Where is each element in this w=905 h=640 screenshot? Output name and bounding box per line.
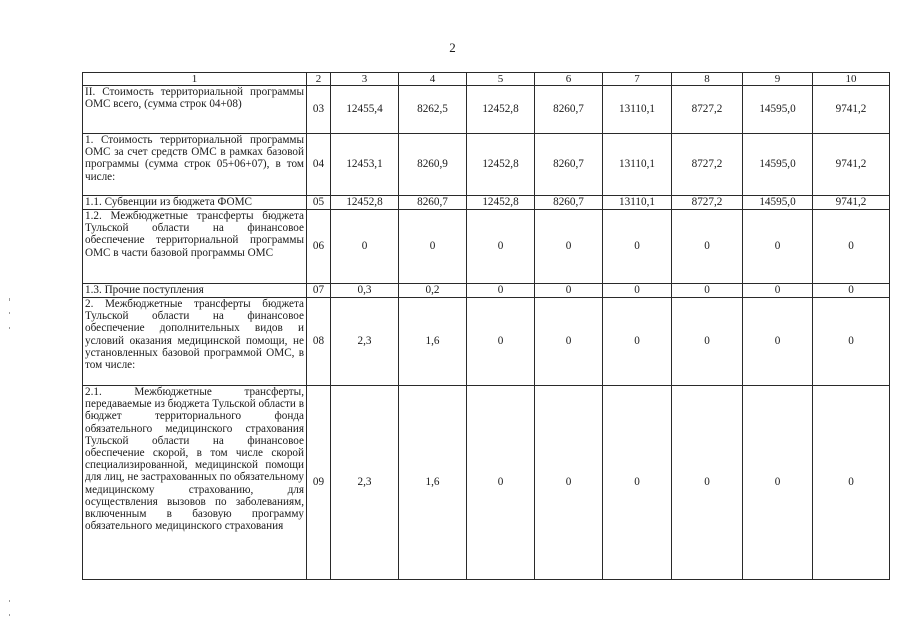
- value-cell: 8260,7: [535, 86, 603, 134]
- value-cell: 0: [535, 210, 603, 284]
- value-cell: 0: [535, 386, 603, 580]
- value-cell: 14595,0: [743, 86, 813, 134]
- value-cell: 0,3: [331, 284, 399, 298]
- value-cell: 8727,2: [672, 196, 743, 210]
- value-cell: 0: [467, 284, 535, 298]
- header-cell: 8: [672, 73, 743, 86]
- header-cell: 3: [331, 73, 399, 86]
- row-description: 2.1. Межбюджетные трансферты, передаваемые из бюджета Тульской области в бюджет территориального фонда обязательного медицинского страхования Тульской области на финансовое обеспечение скорой, в том числе скорой специализированной, медицинской помощи для лиц, не застрахованных по обязательному медицинскому страхованию, для осуществления вызовов по заболеваниям, включенным в базовую программу обязательного медицинского страхования: [83, 386, 307, 580]
- scan-speck: [9, 600, 10, 602]
- value-cell: 0: [603, 386, 672, 580]
- value-cell: 8260,7: [399, 196, 467, 210]
- value-cell: 9741,2: [813, 134, 890, 196]
- header-cell: 4: [399, 73, 467, 86]
- value-cell: 13110,1: [603, 196, 672, 210]
- row-description: 1.3. Прочие поступления: [83, 284, 307, 298]
- row-code: 08: [307, 298, 331, 386]
- row-description: 1.1. Субвенции из бюджета ФОМС: [83, 196, 307, 210]
- value-cell: 14595,0: [743, 196, 813, 210]
- financing-table: [82, 72, 890, 580]
- scan-speck: [9, 327, 10, 329]
- row-description: II. Стоимость территориальной программы ОМС всего, (сумма строк 04+08): [83, 86, 307, 134]
- header-cell: 10: [813, 73, 890, 86]
- value-cell: 8260,7: [535, 134, 603, 196]
- row-code: 03: [307, 86, 331, 134]
- value-cell: 0: [399, 210, 467, 284]
- row-description: 1. Стоимость территориальной программы ОМС за счет средств ОМС в рамках базовой программы (сумма строк 05+06+07), в том числе:: [83, 134, 307, 196]
- value-cell: 1,6: [399, 298, 467, 386]
- header-cell: 2: [307, 73, 331, 86]
- value-cell: 0: [813, 386, 890, 580]
- row-code: 04: [307, 134, 331, 196]
- value-cell: 8260,9: [399, 134, 467, 196]
- table-row: [83, 284, 890, 298]
- row-code: 05: [307, 196, 331, 210]
- row-code: 07: [307, 284, 331, 298]
- value-cell: 13110,1: [603, 86, 672, 134]
- header-cell: 6: [535, 73, 603, 86]
- row-description: 2. Межбюджетные трансферты бюджета Тульской области на финансовое обеспечение дополнительных видов и условий оказания медицинской помощи, не установленных базовой программой ОМС, в том числе:: [83, 298, 307, 386]
- value-cell: 0: [743, 210, 813, 284]
- value-cell: 13110,1: [603, 134, 672, 196]
- value-cell: 12452,8: [467, 196, 535, 210]
- value-cell: 12453,1: [331, 134, 399, 196]
- value-cell: 0: [813, 298, 890, 386]
- table-row: [83, 196, 890, 210]
- value-cell: 12455,4: [331, 86, 399, 134]
- value-cell: 8727,2: [672, 86, 743, 134]
- value-cell: 0: [535, 298, 603, 386]
- value-cell: 0: [467, 386, 535, 580]
- header-cell: 5: [467, 73, 535, 86]
- scan-speck: [9, 298, 10, 301]
- row-code: 09: [307, 386, 331, 580]
- value-cell: 0: [672, 298, 743, 386]
- table-row: [83, 86, 890, 134]
- table-row: [83, 386, 890, 580]
- value-cell: 0: [743, 284, 813, 298]
- value-cell: 0: [672, 386, 743, 580]
- value-cell: 12452,8: [331, 196, 399, 210]
- value-cell: 8727,2: [672, 134, 743, 196]
- header-cell: 7: [603, 73, 672, 86]
- value-cell: 1,6: [399, 386, 467, 580]
- value-cell: 0: [467, 210, 535, 284]
- value-cell: 2,3: [331, 386, 399, 580]
- value-cell: 0,2: [399, 284, 467, 298]
- table-row: [83, 134, 890, 196]
- value-cell: 0: [603, 284, 672, 298]
- value-cell: 14595,0: [743, 134, 813, 196]
- value-cell: 0: [603, 298, 672, 386]
- value-cell: 12452,8: [467, 86, 535, 134]
- header-cell: 1: [83, 73, 307, 86]
- value-cell: 0: [535, 284, 603, 298]
- value-cell: 0: [467, 298, 535, 386]
- scan-speck: [9, 614, 10, 616]
- scan-speck: [9, 312, 10, 314]
- value-cell: 8262,5: [399, 86, 467, 134]
- header-cell: 9: [743, 73, 813, 86]
- table-row: [83, 298, 890, 386]
- value-cell: 12452,8: [467, 134, 535, 196]
- row-description: 1.2. Межбюджетные трансферты бюджета Тульской области на финансовое обеспечение территориальной программы ОМС в части базовой программы ОМС: [83, 210, 307, 284]
- value-cell: 0: [672, 284, 743, 298]
- value-cell: 2,3: [331, 298, 399, 386]
- page-number: 2: [449, 40, 456, 55]
- value-cell: 0: [331, 210, 399, 284]
- value-cell: 0: [813, 210, 890, 284]
- value-cell: 0: [672, 210, 743, 284]
- value-cell: 9741,2: [813, 196, 890, 210]
- row-code: 06: [307, 210, 331, 284]
- value-cell: 8260,7: [535, 196, 603, 210]
- value-cell: 0: [743, 298, 813, 386]
- table-row: [83, 210, 890, 284]
- value-cell: 0: [813, 284, 890, 298]
- value-cell: 0: [743, 386, 813, 580]
- value-cell: 9741,2: [813, 86, 890, 134]
- table-header-row: [83, 73, 890, 86]
- value-cell: 0: [603, 210, 672, 284]
